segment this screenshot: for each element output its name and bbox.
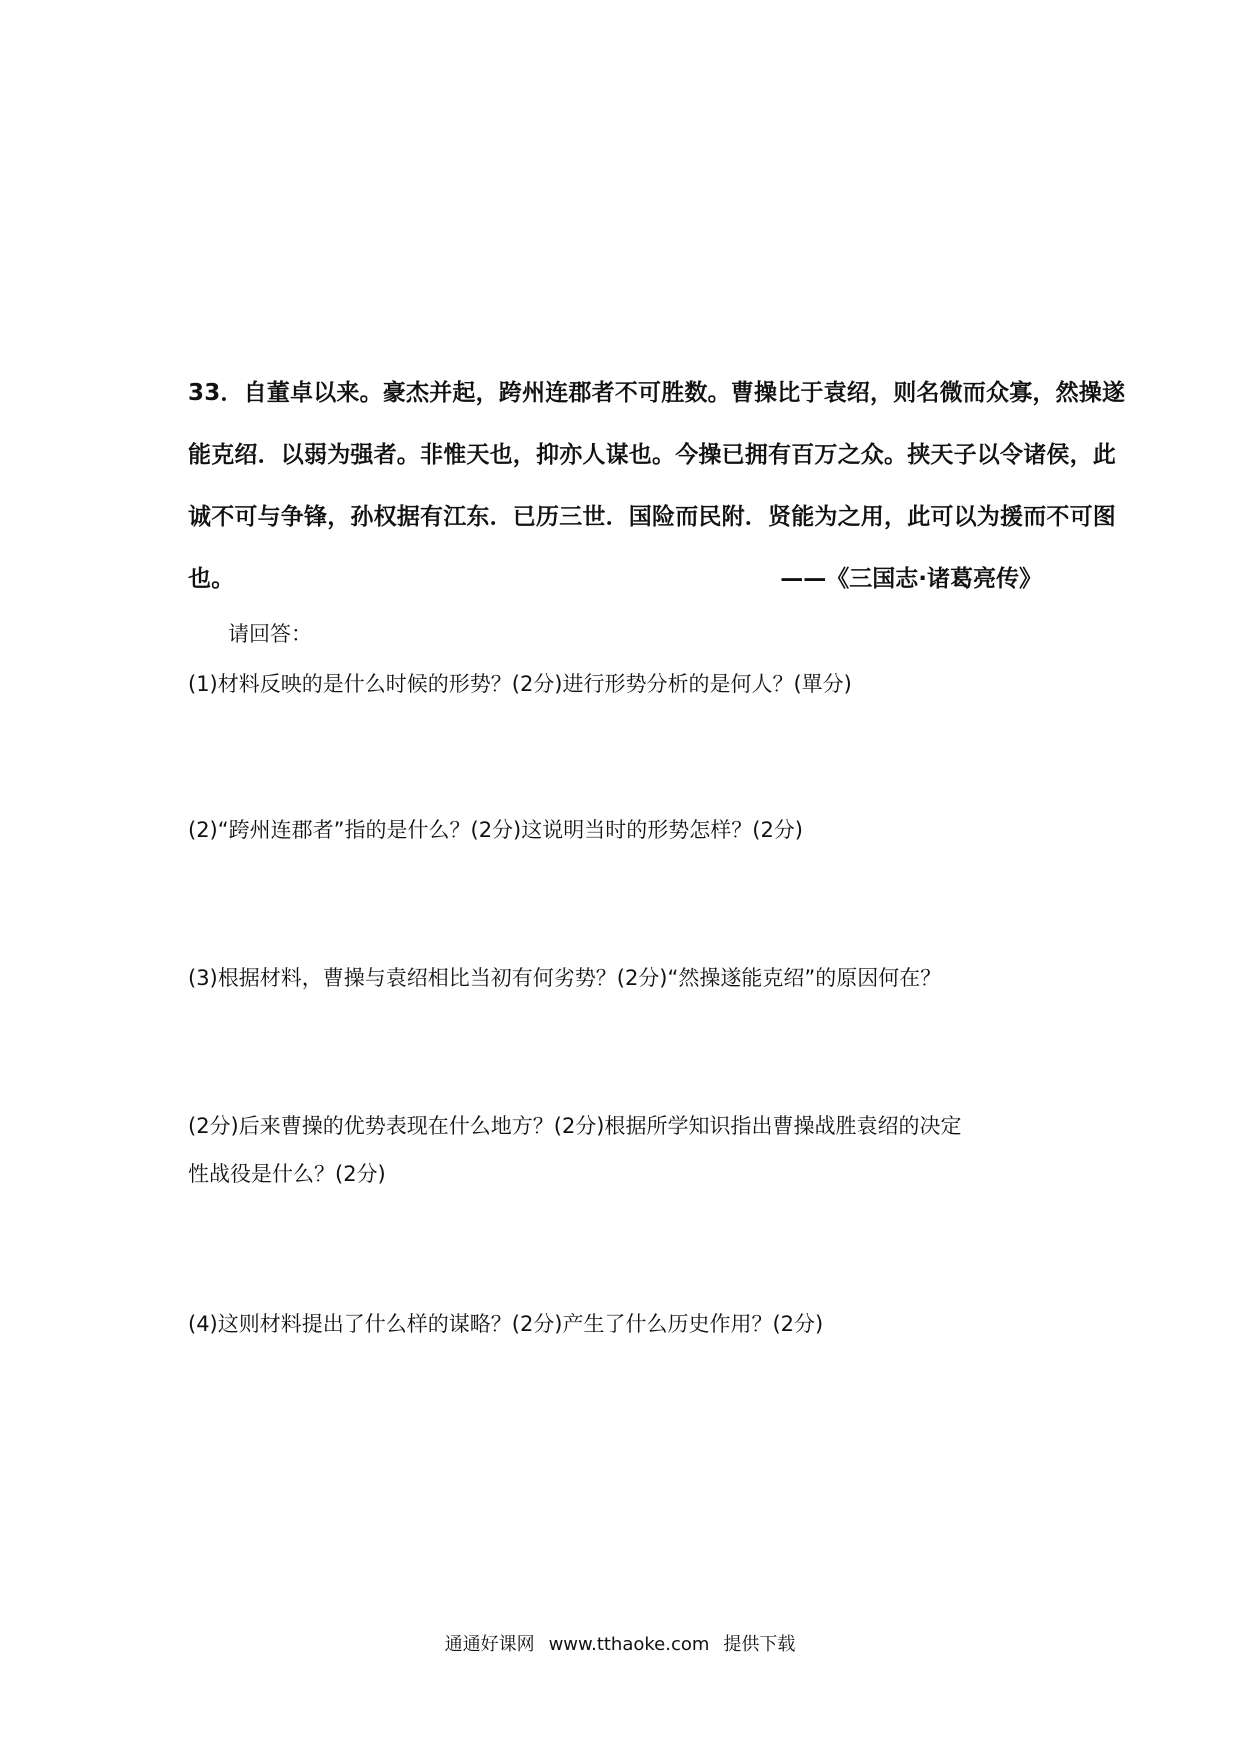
passage-block <box>188 362 1126 610</box>
question-3-continuation: 性战役是什么？(2分) <box>188 1162 386 1186</box>
question-3: (3)根据材料，曹操与袁绍相比当初有何劣势？(2分)“然操遂能克绍”的原因何在？ <box>188 966 942 990</box>
question-1: (1)材料反映的是什么时候的形势？(2分)进行形势分析的是何人？(單分) <box>188 672 852 696</box>
passage-line: 能克绍．以弱为强者。非惟天也，抑亦人谋也。今操已拥有百万之众。挟天子以令诸侯，此 <box>188 442 1116 468</box>
passage-line: 诚不可与争锋，孙权据有江东．已历三世．国险而民附．贤能为之用，此可以为援而不可图 <box>188 504 1116 530</box>
question-2: (2)“跨州连郡者”指的是什么？(2分)这说明当时的形势怎样？(2分) <box>188 818 803 842</box>
footer-download-text: 提供下载 <box>723 1634 796 1655</box>
passage-last-line <box>188 548 1060 610</box>
passage-line: 33．自董卓以来。豪杰并起，跨州连郡者不可胜数。曹操比于袁绍，则名微而众寡，然操遂 <box>188 380 1126 406</box>
question-4: (4)这则材料提出了什么样的谋略？(2分)产生了什么历史作用？(2分) <box>188 1312 824 1336</box>
footer-url[interactable]: www.tthaoke.com <box>548 1634 710 1655</box>
page-footer <box>0 1630 1240 1656</box>
question-3-continuation: (2分)后来曹操的优势表现在什么地方？(2分)根据所学知识指出曹操战胜袁绍的决定 <box>188 1114 962 1138</box>
passage-source: ——《三国志·诸葛亮传》 <box>780 566 1042 592</box>
passage-line: 也。 <box>188 566 235 592</box>
answer-prompt: 请回答： <box>228 622 312 646</box>
footer-site-name: 通通好课网 <box>444 1634 535 1655</box>
